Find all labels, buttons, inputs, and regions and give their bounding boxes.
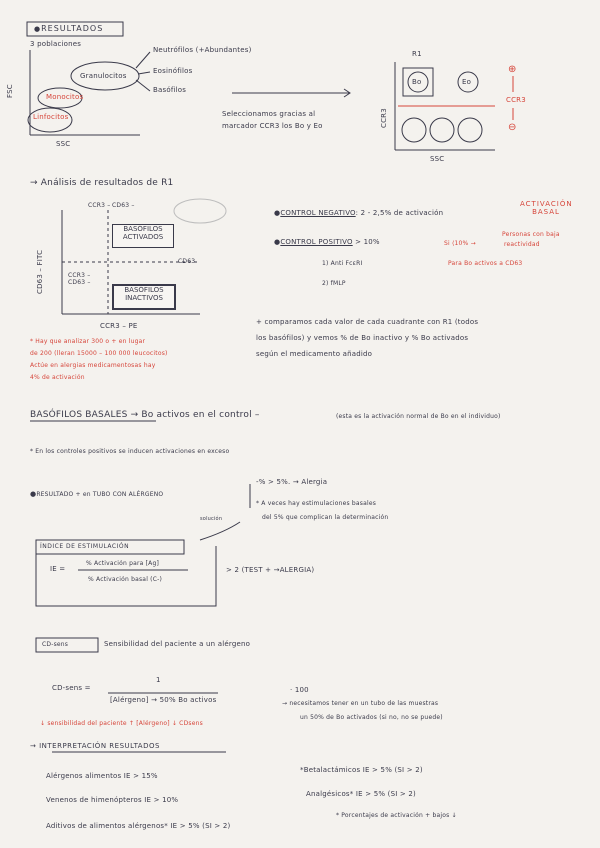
comparamos-line-2: los basófilos) y vemos % de Bo inactivo y % Bo activados <box>256 334 469 342</box>
cd63-minus-top: CD63 – <box>112 202 135 209</box>
note-line-3: Actúe en alergias medicamentosas hay <box>30 362 156 369</box>
ie-threshold: > 2 (TEST + →ALERGIA) <box>226 566 315 574</box>
cd-sens-description: Sensibilidad del paciente a un alérgeno <box>104 640 251 648</box>
interpretacion-title: → INTERPRETACIÓN RESULTADOS <box>30 742 160 750</box>
minus-icon: ⊖ <box>508 122 517 133</box>
basofilos-activados-box: BASÓFILOS ACTIVADOS <box>112 224 174 248</box>
analisis-heading: → Análisis de resultados de R1 <box>30 178 174 188</box>
seleccion-line-1: Seleccionamos gracias al <box>222 110 316 118</box>
section-results-title: ● RESULTADOS <box>34 24 103 33</box>
poblaciones-label: 3 poblaciones <box>30 40 82 48</box>
ie-label: IE = <box>50 565 66 573</box>
basofilos-inactivos-box: BASÓFILOS INACTIVOS <box>112 284 176 310</box>
bo-label: Bo <box>412 78 422 86</box>
solucion-label: solución <box>200 516 223 522</box>
gt5-alergia: -% > 5%. → Alergia <box>256 478 328 486</box>
formula-numerator: 1 <box>156 676 161 684</box>
personas-baja-2: reactividad <box>504 241 540 248</box>
linfocitos-label: Linfocitos <box>33 113 69 121</box>
basofilos-label: Basófilos <box>153 86 187 94</box>
a-veces-1: * A veces hay estimulaciones basales <box>256 500 377 507</box>
interp-footnote: * Porcentajes de activación + bajos ↓ <box>336 812 457 819</box>
note-line-4: 4% de activación <box>30 374 85 381</box>
necesitamos-2: un 50% de Bo activados (si no, no se puede) <box>300 714 443 721</box>
ssc-axis-label-2: SSC <box>430 155 445 163</box>
comparamos-line-1: + comparamos cada valor de cada cuadrante con R1 (todos <box>256 318 479 326</box>
ccr3-cd63-minus: CCR3 – CD63 – <box>68 272 91 286</box>
control-positivo: ● CONTROL POSITIVO > 10% <box>274 238 380 246</box>
y-axis-label: CD63 – FITC <box>36 249 44 294</box>
interp-row-2: Venenos de himenópteros IE > 10% <box>46 796 179 804</box>
interp-row-1: Alérgenos alimentos IE > 15% <box>46 772 158 780</box>
activacion-basal-label: ACTIVACIÓN BASAL <box>520 200 573 216</box>
ssc-axis-label: SSC <box>56 140 71 148</box>
indice-estimulacion-title: ÍNDICE DE ESTIMULACIÓN <box>40 543 130 550</box>
basofilos-basales-heading: BASÓFILOS BASALES → Bo activos en el control – <box>30 410 260 420</box>
seleccion-line-2: marcador CCR3 los Bo y Eo <box>222 122 323 130</box>
note-line-2: de 200 (lleran 15000 – 100 000 leucocitos) <box>30 350 168 357</box>
formula-times-100: · 100 <box>290 686 309 694</box>
interp-row-5: Analgésicos* IE > 5% (SI > 2) <box>306 790 416 798</box>
cd63-label: CD63 <box>178 258 196 265</box>
controles-positivos-note: * En los controles positivos se inducen activaciones en exceso <box>30 448 230 455</box>
para-bo-label: Para Bo activos a CD63 <box>448 260 523 267</box>
comparamos-line-3: según el medicamento añadido <box>256 350 373 358</box>
fmlp: 2) fMLP <box>322 280 346 287</box>
nota-basal: (esta es la activación normal de Bo en el individuo) <box>336 413 501 420</box>
formula-lhs: CD-sens = <box>52 684 91 692</box>
ccr3-side-label: CCR3 <box>506 96 526 104</box>
a-veces-2: del 5% que complican la determinación <box>262 514 389 521</box>
r1-label: R1 <box>412 50 422 58</box>
granulocitos-label: Granulocitos <box>80 72 127 80</box>
neutrofilos-label: Neutrófilos (+Abundantes) <box>153 46 252 54</box>
necesitamos-1: → necesitamos tener en un tubo de las muestras <box>282 700 439 707</box>
interp-row-4: *Betalactámicos IE > 5% (SI > 2) <box>300 766 423 774</box>
note-line-1: * Hay que analizar 300 o + en lugar <box>30 338 146 345</box>
eo-label: Eo <box>462 78 472 86</box>
cd-sens-title: CD-sens <box>42 641 69 648</box>
ccr3-axis-label: CCR3 <box>380 108 388 128</box>
plus-icon: ⊕ <box>508 64 517 75</box>
monocitos-label: Monocitos <box>46 93 84 101</box>
resultado-positivo: ● RESULTADO + en TUBO CON ALÉRGENO <box>30 490 163 498</box>
si-menor: Si ⟨10% → <box>444 240 476 247</box>
control-negativo: ● CONTROL NEGATIVO: 2 - 2,5% de activación <box>274 209 443 217</box>
ie-denominator: % Activación basal (C-) <box>88 576 162 583</box>
fsc-axis-label: FSC <box>6 84 14 98</box>
personas-baja-1: Personas con baja <box>502 231 560 238</box>
ie-numerator: % Activación para [Ag] <box>86 560 160 567</box>
eosinofilos-label: Eosinófilos <box>153 67 193 75</box>
sensibilidad-note: ↓ sensibilidad del paciente ↑ [Alérgeno] ↓ CDsens <box>40 720 203 727</box>
formula-denominator: [Alérgeno] → 50% Bo activos <box>110 696 217 704</box>
anti-fceri: 1) Anti FcεRI <box>322 260 363 267</box>
interp-row-3: Aditivos de alimentos alérgenos* IE > 5% (SI > 2) <box>46 822 231 830</box>
ccr3-minus-top: CCR3 – <box>88 202 111 209</box>
x-axis-label: CCR3 – PE <box>100 322 138 330</box>
